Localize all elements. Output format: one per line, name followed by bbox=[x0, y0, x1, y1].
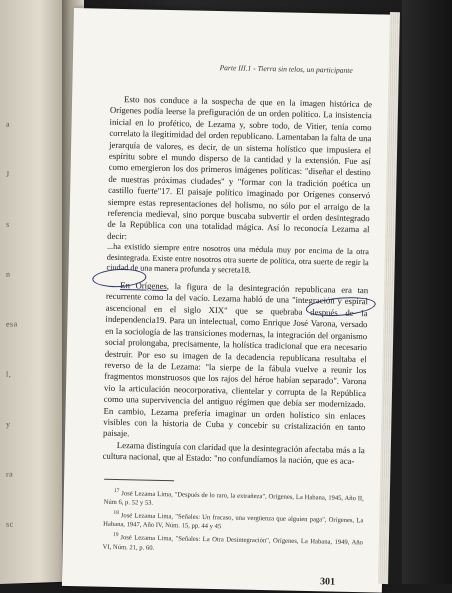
facing-page-fragment: a bbox=[6, 119, 11, 129]
paragraph-2-text: , la figura de la desintegración republicana era tan recurrente como la del vacío. Lezama habló de una "integración y espiral ascencional en el siglo XIX" que se quebraba después de la independencia19. Para un intelectual, como Enrique José Varona, versado en la sociología de las transiciones modernas, la integración del organismo social prolongaba, precisamente, la holística tradicional que era necesario destruir. Por eso su imagen de la decadencia republicana resultaba el reverso de la de Lezama: "la sierpe de la fábula vuelve a reunir los fragmentos monstruosos que los rajos del héroe habían separado". Varona vio la articulación neocorporativa, clientelar y corrupta de la República como una supervivencia del antiguo régimen que debía ser modernizado. En cambio, Lezama prefería imaginar un orden holístico sin enlaces visibles con la historia de Cuba y concebir su cristalización en tanto paisaje. bbox=[103, 281, 369, 439]
running-head: Parte III.1 - Tierra sin telos, un participante bbox=[219, 63, 353, 75]
underlined-phrase: En Orígenes bbox=[120, 280, 167, 292]
paragraph-1: Esto nos conduce a la sospecha de que en la imagen histórica de Orígenes podía leerse la prefiguración de un orden político. La insistencia inicial en lo profético, de Lezama y, sobre todo, de Vitier, tenía como correlato la ilegitimidad del orden republicano. Lamentaban la falta de una jerarquía de valores, es decir, de un sistema holístico que impusiera el espíritu sobre el mundo disperso de la cantidad y la extensión. Fue así como emergieron los dos primeros imágenes políticas: "diseñar el destino de nuestras próximas ciudades" y "formar con la tradición poética un castillo fuerte"17. El paisaje político imaginado por Orígenes conservó siempre estas representaciones del holismo, no sólo por el arraigo de la referencia medieval, sino porque buscaba subvertir el orden desintegrado de la República con una totalidad mágica. Así lo reconocía Lezama al decir: bbox=[107, 94, 373, 242]
book-page bbox=[62, 8, 394, 593]
footnote-text: José Lezama Lima, "Después de lo raro, la extrañeza", Orígenes, La Habana, 1945, Año II, Núm 6, p. 52 y 53. bbox=[103, 490, 364, 507]
footnote-number: 17 bbox=[113, 487, 120, 495]
footnote bbox=[103, 531, 363, 557]
page-number: 301 bbox=[319, 576, 336, 588]
facing-page-fragment: ra bbox=[6, 469, 14, 479]
footnote bbox=[104, 487, 364, 513]
footnote-text: José Lezama Lima, "Señales: Un fracaso, una vergüenza que alguien paga", Orígenes, La Habana, 1947, Año IV, Núm. 15, pp. 44 y 45 bbox=[103, 512, 364, 531]
facing-page-fragment: esa bbox=[6, 319, 18, 329]
block-quote: ...ha existido siempre entre nosotros una médula muy por encima de la otra desintegrada. Existe entre nosotros otra suerte de política, otra suerte de regir la ciudad de una manera profunda y secreta18. bbox=[106, 242, 370, 276]
footnotes bbox=[103, 487, 364, 559]
facing-page-fragment: J bbox=[6, 169, 10, 179]
photo-background-right bbox=[402, 0, 452, 584]
facing-page-fragment: sc bbox=[6, 519, 14, 529]
facing-page-fragment: l, bbox=[6, 369, 12, 379]
paragraph-3: Lezama distinguía con claridad que la desintegración afectaba más a la cultura nacional, que al Estado: "no confundíamos la nación, que es aca- bbox=[102, 439, 365, 467]
facing-page-fragment: n bbox=[6, 269, 11, 279]
facing-page-fragment: s bbox=[6, 219, 10, 229]
footnote bbox=[103, 509, 363, 535]
footnote-rule bbox=[104, 479, 174, 481]
footnote-text: José Lezama Lima, "Señales: La Otra Desintegración", Orígenes, La Habana, 1949, Año VI, Núm. 21, p. 60. bbox=[102, 534, 363, 552]
facing-page-fragment: y bbox=[6, 419, 11, 429]
footnote-number: 18 bbox=[113, 510, 119, 517]
footnote-number: 19 bbox=[112, 532, 119, 539]
